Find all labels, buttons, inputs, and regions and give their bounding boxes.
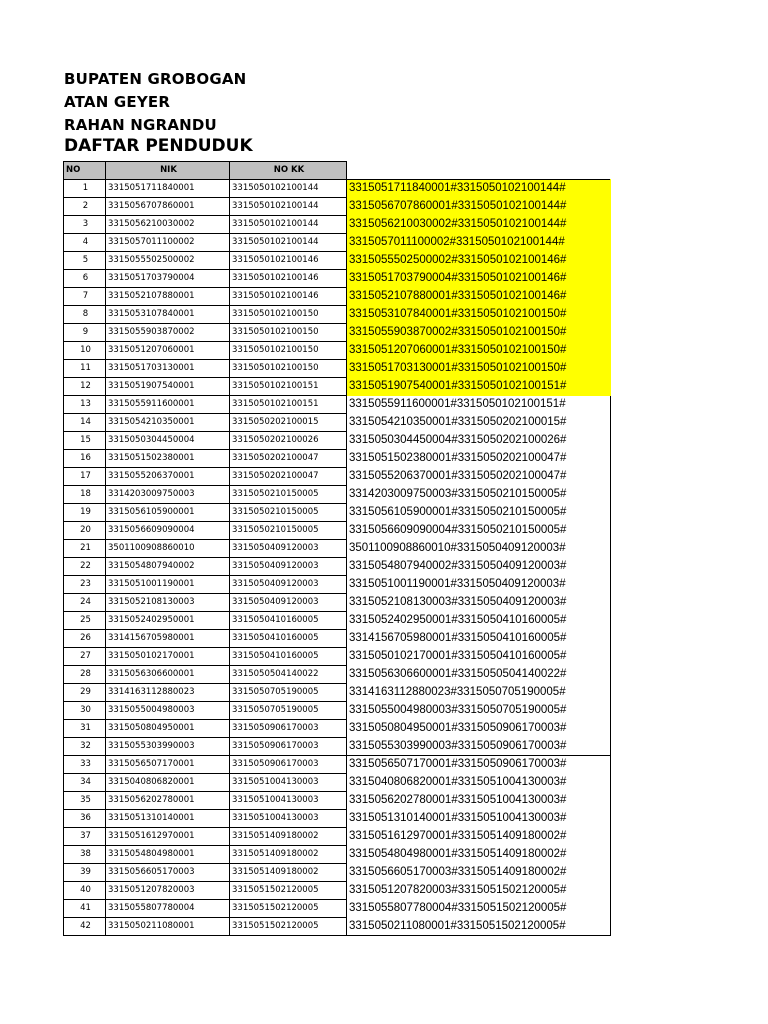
cell-combined: 3315052402950001#3315050410160005# <box>347 612 611 630</box>
cell-nik: 3315056210030002 <box>106 216 230 234</box>
cell-nokk: 3315050102100150 <box>230 306 347 324</box>
cell-nik: 3315057011100002 <box>106 234 230 252</box>
cell-no: 13 <box>64 396 106 414</box>
table-row <box>64 558 611 576</box>
table-row <box>64 252 611 270</box>
cell-nokk: 3315051502120005 <box>230 882 347 900</box>
cell-no: 22 <box>64 558 106 576</box>
cell-combined: 3314163112880023#3315050705190005# <box>347 684 611 702</box>
cell-no: 24 <box>64 594 106 612</box>
table-row <box>64 396 611 414</box>
table-row <box>64 666 611 684</box>
cell-nik: 3315051612970001 <box>106 828 230 846</box>
cell-nik: 3315051310140001 <box>106 810 230 828</box>
cell-combined: 3501100908860010#3315050409120003# <box>347 540 611 558</box>
cell-no: 6 <box>64 270 106 288</box>
cell-nik: 3315056507170001 <box>106 756 230 774</box>
cell-no: 11 <box>64 360 106 378</box>
cell-nokk: 3315050410160005 <box>230 648 347 666</box>
cell-no: 29 <box>64 684 106 702</box>
table-row <box>64 342 611 360</box>
cell-no: 28 <box>64 666 106 684</box>
table-row <box>64 648 611 666</box>
cell-no: 19 <box>64 504 106 522</box>
cell-nokk: 3315050102100150 <box>230 360 347 378</box>
cell-nokk: 3315050102100146 <box>230 288 347 306</box>
cell-combined: 3315051703130001#3315050102100150# <box>347 360 611 378</box>
cell-nik: 3314203009750003 <box>106 486 230 504</box>
cell-no: 9 <box>64 324 106 342</box>
cell-combined: 3315053107840001#3315050102100150# <box>347 306 611 324</box>
cell-combined: 3315052107880001#3315050102100146# <box>347 288 611 306</box>
table-row <box>64 918 611 936</box>
cell-nokk: 3315050409120003 <box>230 540 347 558</box>
cell-nik: 3315051907540001 <box>106 378 230 396</box>
table-row <box>64 198 611 216</box>
cell-nokk: 3315050410160005 <box>230 630 347 648</box>
cell-combined: 3315051310140001#3315051004130003# <box>347 810 611 828</box>
table-row <box>64 414 611 432</box>
cell-nokk: 3315051004130003 <box>230 774 347 792</box>
cell-no: 15 <box>64 432 106 450</box>
cell-nokk: 3315051004130003 <box>230 810 347 828</box>
cell-combined: 3314203009750003#3315050210150005# <box>347 486 611 504</box>
cell-nokk: 3315050409120003 <box>230 576 347 594</box>
cell-combined: 3314156705980001#3315050410160005# <box>347 630 611 648</box>
cell-combined: 3315054210350001#3315050202100015# <box>347 414 611 432</box>
cell-nik: 3315050102170001 <box>106 648 230 666</box>
cell-no: 33 <box>64 756 106 774</box>
table-row <box>64 324 611 342</box>
table-row <box>64 378 611 396</box>
table-row <box>64 630 611 648</box>
cell-nik: 3315051001190001 <box>106 576 230 594</box>
cell-no: 17 <box>64 468 106 486</box>
cell-no: 1 <box>64 180 106 198</box>
cell-combined: 3315054804980001#3315051409180002# <box>347 846 611 864</box>
table-row <box>64 702 611 720</box>
cell-no: 27 <box>64 648 106 666</box>
cell-combined: 3315056210030002#3315050102100144# <box>347 216 611 234</box>
cell-no: 31 <box>64 720 106 738</box>
cell-nokk: 3315050102100144 <box>230 216 347 234</box>
table-row <box>64 612 611 630</box>
cell-combined: 3315051703790004#3315050102100146# <box>347 270 611 288</box>
cell-nik: 3501100908860010 <box>106 540 230 558</box>
cell-nik: 3315055303990003 <box>106 738 230 756</box>
table-row <box>64 684 611 702</box>
cell-nik: 3315055911600001 <box>106 396 230 414</box>
cell-nokk: 3315050906170003 <box>230 738 347 756</box>
table-row <box>64 900 611 918</box>
cell-no: 3 <box>64 216 106 234</box>
cell-combined: 3315055004980003#3315050705190005# <box>347 702 611 720</box>
cell-nik: 3315055807780004 <box>106 900 230 918</box>
cell-nik: 3315052107880001 <box>106 288 230 306</box>
cell-nokk: 3315051409180002 <box>230 828 347 846</box>
cell-nokk: 3315050210150005 <box>230 522 347 540</box>
cell-combined: 3315055807780004#3315051502120005# <box>347 900 611 918</box>
cell-no: 10 <box>64 342 106 360</box>
table-row <box>64 288 611 306</box>
cell-nik: 3315053107840001 <box>106 306 230 324</box>
cell-no: 20 <box>64 522 106 540</box>
population-table <box>63 161 611 936</box>
cell-nokk: 3315050102100144 <box>230 234 347 252</box>
cell-combined: 3315055903870002#3315050102100150# <box>347 324 611 342</box>
cell-no: 23 <box>64 576 106 594</box>
table-row <box>64 846 611 864</box>
cell-combined: 3315050804950001#3315050906170003# <box>347 720 611 738</box>
cell-no: 16 <box>64 450 106 468</box>
column-header-no: NO <box>64 162 106 180</box>
column-header-nik: NIK <box>106 162 230 180</box>
cell-no: 32 <box>64 738 106 756</box>
cell-combined: 3315051907540001#3315050102100151# <box>347 378 611 396</box>
cell-nokk: 3315050202100047 <box>230 450 347 468</box>
cell-nokk: 3315051409180002 <box>230 864 347 882</box>
cell-nik: 3315055502500002 <box>106 252 230 270</box>
table-row <box>64 504 611 522</box>
cell-combined: 3315057011100002#3315050102100144# <box>347 234 611 252</box>
cell-nik: 3315051207820003 <box>106 882 230 900</box>
cell-no: 25 <box>64 612 106 630</box>
cell-combined: 3315056105900001#3315050210150005# <box>347 504 611 522</box>
cell-nik: 3315054807940002 <box>106 558 230 576</box>
cell-nokk: 3315050202100047 <box>230 468 347 486</box>
cell-combined: 3315050211080001#3315051502120005# <box>347 918 611 936</box>
cell-nik: 3315040806820001 <box>106 774 230 792</box>
cell-nokk: 3315050102100151 <box>230 378 347 396</box>
table-row <box>64 576 611 594</box>
cell-no: 5 <box>64 252 106 270</box>
cell-no: 21 <box>64 540 106 558</box>
cell-nokk: 3315050102100146 <box>230 270 347 288</box>
cell-nik: 3315051207060001 <box>106 342 230 360</box>
cell-nokk: 3315050210150005 <box>230 486 347 504</box>
table-row <box>64 540 611 558</box>
cell-nokk: 3315050705190005 <box>230 684 347 702</box>
cell-nokk: 3315050906170003 <box>230 756 347 774</box>
cell-combined: 3315051001190001#3315050409120003# <box>347 576 611 594</box>
cell-nokk: 3315050409120003 <box>230 558 347 576</box>
cell-nokk: 3315050102100144 <box>230 180 347 198</box>
cell-combined: 3315055911600001#3315050102100151# <box>347 396 611 414</box>
cell-nik: 3315054804980001 <box>106 846 230 864</box>
cell-combined: 3315055303990003#3315050906170003# <box>347 738 611 756</box>
cell-combined: 3315056707860001#3315050102100144# <box>347 198 611 216</box>
table-row <box>64 720 611 738</box>
cell-nokk: 3315051502120005 <box>230 918 347 936</box>
table-row <box>64 468 611 486</box>
table-row <box>64 216 611 234</box>
cell-no: 39 <box>64 864 106 882</box>
cell-no: 36 <box>64 810 106 828</box>
cell-no: 42 <box>64 918 106 936</box>
cell-no: 40 <box>64 882 106 900</box>
cell-no: 30 <box>64 702 106 720</box>
cell-combined: 3315054807940002#3315050409120003# <box>347 558 611 576</box>
cell-no: 18 <box>64 486 106 504</box>
cell-nokk: 3315050102100146 <box>230 252 347 270</box>
cell-no: 7 <box>64 288 106 306</box>
cell-nik: 3315056707860001 <box>106 198 230 216</box>
table-row <box>64 864 611 882</box>
cell-nokk: 3315050102100150 <box>230 324 347 342</box>
table-row <box>64 270 611 288</box>
table-row <box>64 486 611 504</box>
cell-nokk: 3315051004130003 <box>230 792 347 810</box>
table-row <box>64 738 611 756</box>
table-row <box>64 306 611 324</box>
cell-nik: 3315055004980003 <box>106 702 230 720</box>
cell-no: 12 <box>64 378 106 396</box>
cell-nokk: 3315050705190005 <box>230 702 347 720</box>
cell-nokk: 3315050906170003 <box>230 720 347 738</box>
cell-nik: 3315051703130001 <box>106 360 230 378</box>
cell-nik: 3315051711840001 <box>106 180 230 198</box>
table-row <box>64 234 611 252</box>
cell-no: 37 <box>64 828 106 846</box>
cell-no: 41 <box>64 900 106 918</box>
cell-nik: 3314163112880023 <box>106 684 230 702</box>
cell-no: 4 <box>64 234 106 252</box>
header-line-2: ATAN GEYER <box>64 93 171 111</box>
cell-combined: 3315055502500002#3315050102100146# <box>347 252 611 270</box>
cell-nokk: 3315050202100015 <box>230 414 347 432</box>
cell-combined: 3315050304450004#3315050202100026# <box>347 432 611 450</box>
cell-combined: 3315056306600001#3315050504140022# <box>347 666 611 684</box>
cell-nik: 3315054210350001 <box>106 414 230 432</box>
cell-nik: 3315056609090004 <box>106 522 230 540</box>
cell-nik: 3315056605170003 <box>106 864 230 882</box>
cell-combined: 3315051711840001#3315050102100144# <box>347 180 611 198</box>
cell-combined: 3315056507170001#3315050906170003# <box>347 756 611 774</box>
column-header-nokk: NO KK <box>230 162 347 180</box>
table-row <box>64 180 611 198</box>
cell-nik: 3315052108130003 <box>106 594 230 612</box>
cell-nokk: 3315050409120003 <box>230 594 347 612</box>
cell-nik: 3315050804950001 <box>106 720 230 738</box>
table-body <box>64 180 611 936</box>
table-row <box>64 756 611 774</box>
cell-combined: 3315056605170003#3315051409180002# <box>347 864 611 882</box>
cell-nik: 3315050211080001 <box>106 918 230 936</box>
cell-no: 26 <box>64 630 106 648</box>
cell-nik: 3314156705980001 <box>106 630 230 648</box>
cell-nik: 3315056202780001 <box>106 792 230 810</box>
cell-nokk: 3315051409180002 <box>230 846 347 864</box>
cell-combined: 3315050102170001#3315050410160005# <box>347 648 611 666</box>
table-row <box>64 522 611 540</box>
cell-nokk: 3315051502120005 <box>230 900 347 918</box>
table-row <box>64 432 611 450</box>
table-header-row <box>64 162 611 180</box>
cell-combined: 3315052108130003#3315050409120003# <box>347 594 611 612</box>
table-row <box>64 828 611 846</box>
cell-nik: 3315052402950001 <box>106 612 230 630</box>
cell-nokk: 3315050210150005 <box>230 504 347 522</box>
cell-no: 38 <box>64 846 106 864</box>
cell-no: 8 <box>64 306 106 324</box>
cell-combined: 3315051207060001#3315050102100150# <box>347 342 611 360</box>
cell-nik: 3315055206370001 <box>106 468 230 486</box>
column-header-blank <box>347 162 611 180</box>
cell-nik: 3315056105900001 <box>106 504 230 522</box>
cell-no: 2 <box>64 198 106 216</box>
table-row <box>64 594 611 612</box>
table-row <box>64 792 611 810</box>
cell-nik: 3315051502380001 <box>106 450 230 468</box>
cell-nokk: 3315050102100151 <box>230 396 347 414</box>
table-row <box>64 774 611 792</box>
cell-nokk: 3315050202100026 <box>230 432 347 450</box>
table-row <box>64 810 611 828</box>
cell-nokk: 3315050410160005 <box>230 612 347 630</box>
header-line-3: RAHAN NGRANDU <box>64 116 217 134</box>
page-title: DAFTAR PENDUDUK <box>64 136 253 156</box>
cell-nokk: 3315050102100150 <box>230 342 347 360</box>
cell-combined: 3315040806820001#3315051004130003# <box>347 774 611 792</box>
table-row <box>64 360 611 378</box>
cell-nik: 3315050304450004 <box>106 432 230 450</box>
cell-nokk: 3315050504140022 <box>230 666 347 684</box>
cell-no: 35 <box>64 792 106 810</box>
cell-nokk: 3315050102100144 <box>230 198 347 216</box>
table-row <box>64 450 611 468</box>
cell-combined: 3315056202780001#3315051004130003# <box>347 792 611 810</box>
cell-combined: 3315056609090004#3315050210150005# <box>347 522 611 540</box>
cell-nik: 3315055903870002 <box>106 324 230 342</box>
cell-nik: 3315051703790004 <box>106 270 230 288</box>
cell-combined: 3315051612970001#3315051409180002# <box>347 828 611 846</box>
cell-no: 14 <box>64 414 106 432</box>
cell-no: 34 <box>64 774 106 792</box>
cell-nik: 3315056306600001 <box>106 666 230 684</box>
header-line-1: BUPATEN GROBOGAN <box>64 70 247 88</box>
table-row <box>64 882 611 900</box>
cell-combined: 3315055206370001#3315050202100047# <box>347 468 611 486</box>
cell-combined: 3315051207820003#3315051502120005# <box>347 882 611 900</box>
cell-combined: 3315051502380001#3315050202100047# <box>347 450 611 468</box>
